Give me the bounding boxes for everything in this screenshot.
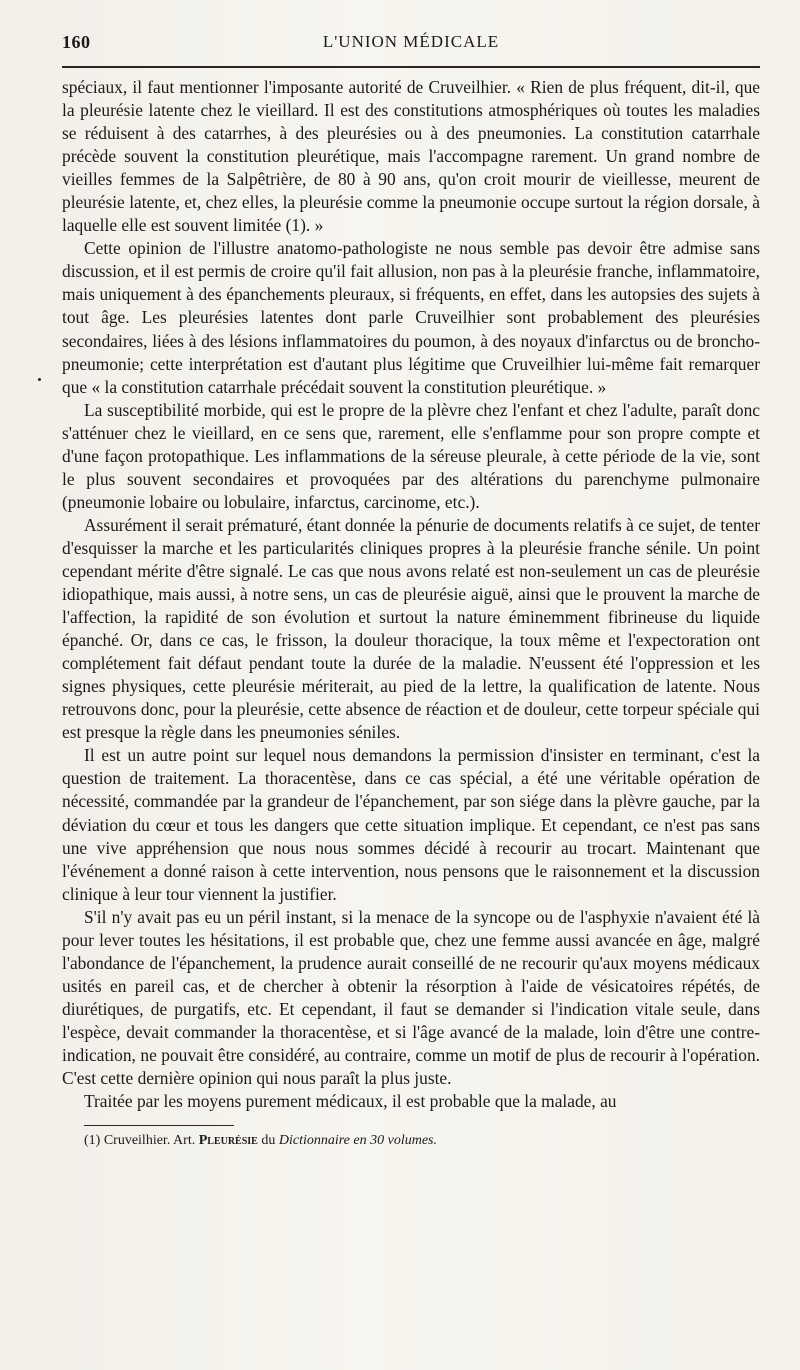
paragraph-4: Assurément il serait prématuré, étant donnée la pénurie de documents relatifs à ce sujet, de tenter d'esquisser la marche et les particularités cliniques propres à la pleurésie franche sénile. Un point cependant mérite d'être signalé. Le cas que nous avons relaté est non-seulement un cas de pleurésie idiopathique, mais aussi, à notre sens, un cas de pleurésie aiguë, ainsi que le prouvent la marche de l'affection, la rapidité de son évolution et surtout la nature éminemment fibrineuse du liquide épanché. Or, dans ce cas, le frisson, la douleur thoracique, la toux même et l'expectoration ont complétement fait défaut pendant toute la durée de la maladie. N'eussent été l'oppression et les signes physiques, cette pleurésie mériterait, au pied de la lettre, la qualification de latente. Nous retrouvons donc, pour la pleurésie, cette absence de réaction et de douleur, cette torpeur spéciale qui est presque la règle dans les pneumonies séniles. [62, 514, 760, 743]
running-title: L'UNION MÉDICALE [322, 32, 500, 51]
footnote-connector: du [261, 1133, 276, 1149]
footnote-marker: (1) [84, 1133, 101, 1149]
paragraph-7: Traitée par les moyens purement médicaux, il est probable que la malade, au [84, 1091, 617, 1112]
footnote-article: Pleurésie [198, 1133, 258, 1149]
page-header [62, 30, 760, 62]
page-number: 160 [62, 32, 91, 52]
paragraph-5: Il est un autre point sur lequel nous demandons la permission d'insister en terminant, c'est la question de traitement. La thoracentèse, dans ce cas spécial, a été une véritable opération de nécessité, commandée par la grandeur de l'épanchement, par son siége dans la plèvre gauche, par la déviation du cœur et tous les dangers que cette situation implique. Et cependant, ce n'est pas sans une vive appréhension que nous nous sommes décidé à recourir au trocart. Maintenant que l'événement a donné raison à cette intervention, nous pensons que le raisonnement et la discussion clinique à leur tour viennent la justifier. [62, 745, 760, 904]
paragraph-2: Cette opinion de l'illustre anatomo-pathologiste ne nous semble pas devoir être admise sans discussion, et il est permis de croire qu'il fait allusion, non pas à la pleurésie franche, inflammatoire, mais uniquement à des épanchements pleuraux, si fréquents, en effet, dans les autopsies des sujets à tout âge. Les pleurésies latentes dont parle Cruveilhier sont probablement des pleurésies secondaires, liées à des lésions inflammatoires du poumon, à des noyaux d'infarctus ou de broncho-pneumonie; cette interprétation est d'autant plus légitime que Cruveilhier lui-même fait remarquer que « la constitution catarrhale précédait souvent la constitution pleurétique. » [62, 238, 760, 397]
paragraph-3: La susceptibilité morbide, qui est le propre de la plèvre chez l'enfant et chez l'adulte, paraît donc s'atténuer chez le vieillard, en ce sens que, rarement, elle s'enflamme pour son propre compte et d'une façon protopathique. Les inflammations de la séreuse pleurale, à cette période de la vie, sont le plus souvent secondaires et provoquées par des altérations du parenchyme pulmonaire (pneumonie lobaire ou lobulaire, infarctus, carcinome, etc.). [62, 399, 760, 512]
header-rule [62, 66, 760, 68]
footnote [62, 1132, 760, 1150]
margin-mark [38, 378, 41, 381]
footnote-author: Cruveilhier. Art. [103, 1133, 196, 1149]
paragraph-6: S'il n'y avait pas eu un péril instant, si la menace de la syncope ou de l'asphyxie n'avaient été là pour lever toutes les hésitations, il est probable que, chez une femme aussi avancée en âge, malgré l'abondance de l'épanchement, la prudence aurait conseillé de ne recourir qu'aux moyens médicaux usités en pareil cas, et de chercher à obtenir la résorption à l'aide de vésicatoires répétés, de diurétiques, de purgatifs, etc. Et cependant, il faut se demander si l'indication vitale seule, dans l'espèce, devait commander la thoracentèse, et si l'âge avancé de la malade, loin d'être une contre-indication, ne pouvait être considéré, au contraire, comme un motif de plus de recourir à l'opération. C'est cette dernière opinion qui nous paraît la plus juste. [62, 906, 760, 1089]
paragraph-1: spéciaux, il faut mentionner l'imposante autorité de Cruveilhier. « Rien de plus fréquent, dit-il, que la pleurésie latente chez le vieillard. Il est des constitutions atmosphériques où toutes les maladies se réduisent à des catarrhes, à des pleurésies ou à des pneumonies. La constitution catarrhale précède souvent la constitution pleurétique, mais l'accompagne rarement. Un grand nombre de vieilles femmes de la Salpêtrière, de 80 à 90 ans, qu'on croit mourir de vieillesse, meurent de pleurésie latente, et, chez elles, la pleurésie comme la pneumonie occupe surtout la région dorsale, à laquelle elle est souvent limitée (1). » [62, 77, 760, 236]
article-body [62, 76, 760, 1113]
footnote-work: Dictionnaire en 30 volumes. [278, 1133, 437, 1149]
footnote-rule [84, 1125, 234, 1126]
